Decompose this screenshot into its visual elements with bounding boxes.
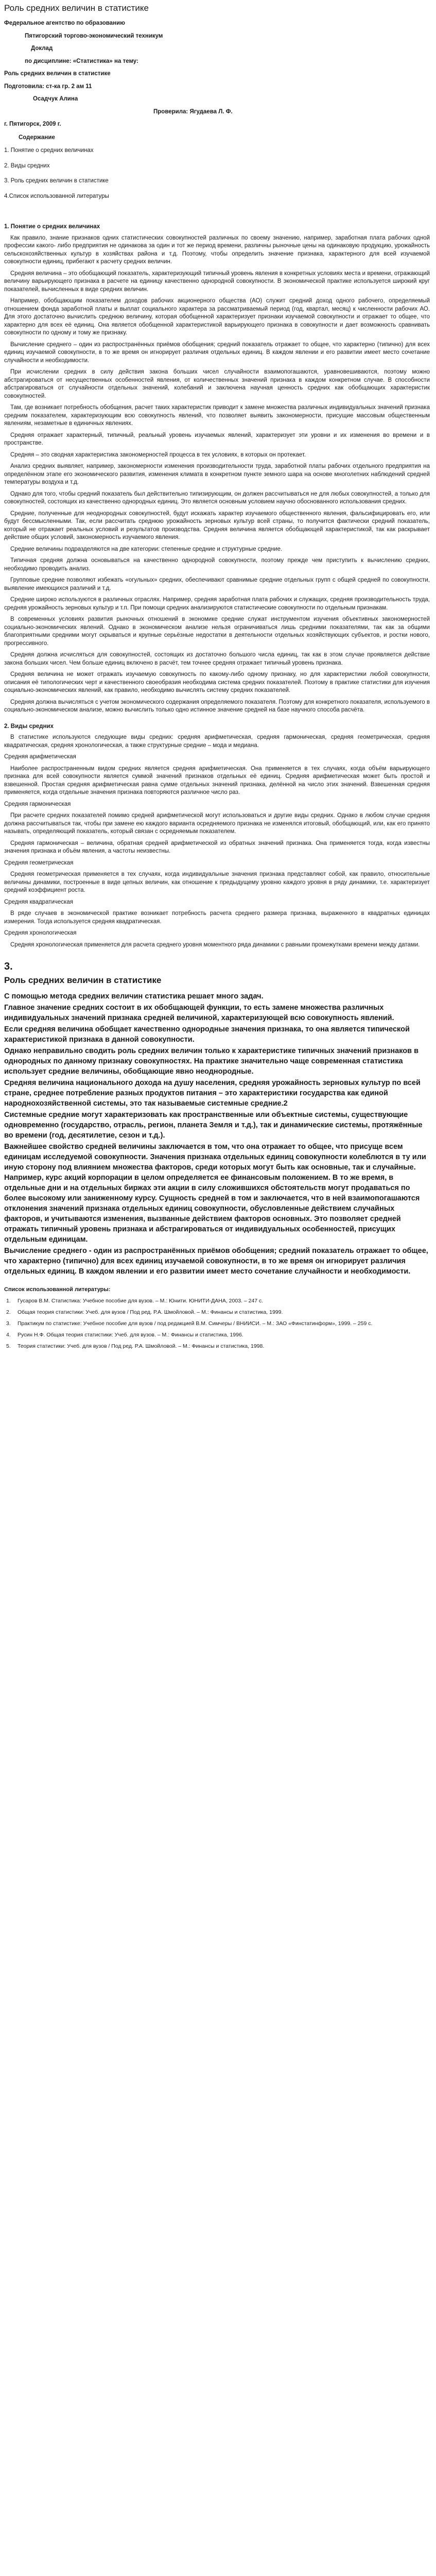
spacer [4,208,430,215]
literature-list [4,1286,430,1350]
toc-item: 3. Роль средних величин в статистике [4,178,109,184]
literature-item-text: Практикум по статистике: Учебное пособие для вузов / под редакцией В.М. Симчеры / ВНИИСИ. – М.: ЗАО «Финстатинформ», 1999. – 259 с. [18,1320,373,1327]
literature-item [4,1320,430,1327]
literature-item [4,1297,430,1304]
table-of-contents [4,134,430,201]
literature-item-number: 3. [6,1320,11,1327]
subheading: Средняя геометрическая [4,859,74,866]
literature-item-text: Гусаров В.М. Статистика: Учебное пособие для вузов. – М.: Юнити. ЮНИТИ-ДАНА, 2003. – 247 с. [18,1297,264,1304]
paragraph: Анализ средних выявляет, например, закономерности изменения производительности труда, заработной платы рабочих отдельного предприятия на определённом этапе его экономического развития, изменения климата в конкретном пункте земного шара на основе многолетних наблюдений средней температуры воздуха и т.д. [4,463,430,485]
literature-item [4,1309,430,1316]
literature-item-text: Общая теория статистики: Учеб. для вузов / Под ред. Р.А. Шмойловой. – М.: Финансы и статистика, 1999. [18,1309,283,1315]
literature-item-number: 5. [6,1343,11,1349]
section-heading: 2. Виды средних [4,723,54,730]
section-concept [4,223,430,715]
toc-item: 1. Понятие о средних величинах [4,147,94,154]
paragraph: При расчете средних показателей помимо средней арифметической могут использоваться и другие виды средних. Однако в любом случае средняя должна рассчитываться так, чтобы при замене ею каждого варианта осредняемого признака не изменялся итоговый, обобщающий, или, как его принято называть, определяющий показатель, который связан с осредняемым показателем. [4,812,430,835]
chapter-paragraph: Важнейшее свойство средней величины заключается в том, что она отражает то общее, что присуще всем единицам исследуемой совокупности. Значения признака отдельных единиц совокупности колеблются в ту или иную сторону под влиянием множества факторов, среди которых могут быть как основные, так и случайные. Например, курс акций корпорации в целом определяется ее финансовым положением. В то же время, в отдельные дни и на отдельных биржах эти акции в силу сложившихся обстоятельств могут продаваться по более высокому или заниженному курсу. Сущность средней в том и заключается, что в ней взаимопогашаются отклонения значений признака отдельных единиц совокупности, обусловленные действием случайных факторов, и учитываются изменения, вызванные действием факторов основных. Это позволяет средней отражать типичный уровень признака и абстрагироваться от индивидуальных особенностей, присущих отдельным единицам. [4,1143,426,1244]
literature-item [4,1343,430,1350]
doc-type-line: Доклад [31,45,53,52]
paragraph: Средняя должна исчисляться для совокупностей, состоящих из достаточно большого числа единиц, так как в этом случае проявляется действие закона больших чисел. Чем больше единиц включено в расчёт, тем точнее средняя отражает типичный уровень признака. [4,652,430,666]
agency-line: Федеральное агентство по образованию [4,20,125,26]
literature-heading: Список использованной литературы: [4,1286,111,1293]
paragraph: Как правило, знание признаков одних статистических совокупностей различных по своему значению, например, заработная плата рабочих одной профессии какого- либо предприятия не одинакова за один и тот же период времени, различны рыночные цены на одинаковую продукцию, урожайность сельскохозяйственных культур в хозяйствах района и т.д. Поэтому, чтобы определить значение признака, характерного для всей изучаемой совокупности единиц, прибегают к расчету средних величин. [4,234,430,265]
city-line: г. Пятигорск, 2009 г. [4,121,61,127]
discipline-line: по дисциплине: «Статистика» на тему: [25,58,138,64]
paragraph: В современных условиях развития рыночных отношений в экономике средние служат инструментом изучения объективных закономерностей социально-экономических явлений. Однако в экономическом анализе нельзя ограничиваться лишь средними показателями, так как за общими благоприятными средними могут скрываться и крупные серьёзные недостатки в деятельности отдельных хозяйствующих субъектов, и ростки нового, прогрессивного. [4,616,430,647]
section-types [4,723,430,950]
literature-item-number: 4. [6,1331,11,1338]
chapter-number: 3. [4,961,13,972]
toc-heading: Содержание [19,134,55,141]
chapter-title: Роль средних величин в статистике [4,975,162,985]
section-role [4,960,430,1277]
literature-item-text: Теория статистики: Учеб. для вузов / Под ред. Р.А. Шмойловой. – М.: Финансы и статистика, 1998. [18,1343,265,1349]
paragraph: Однако для того, чтобы средний показатель был действительно типизирующим, он должен рассчитываться не для любых совокупностей, а только для совокупностей, состоящих из качественно однородных единиц. Это является основным условием научно обоснованного использования средних. [4,490,430,505]
literature-item-number: 1. [6,1297,11,1304]
paragraph: Средние, полученные для неоднородных совокупностей, будут искажать характер изучаемого общественного явления, фальсифицировать его, или будут бессмысленными. Так, если рассчитать среднюю урожайность зерновых культур всей страны, то получится фактически средний показатель, который не отражает реальных условий и результатов производства. Средняя величина является обобщающей характеристикой, так как раскрывает действие общих условий, закономерность изучаемого явления. [4,510,430,540]
paragraph: При исчислении средних в силу действия закона больших чисел случайности взаимопогашаются, уравновешиваются, поэтому можно абстрагироваться от несущественных особенностей явления, от количественных значений признака в каждом конкретном случае. В способности абстрагироваться от случайности отдельных значений, колебаний и заключена научная ценность средних как обобщающих характеристик совокупностей. [4,369,430,399]
student-name: Осадчук Алина [33,96,78,102]
subheading: Средняя арифметическая [4,754,76,760]
paragraph: Средняя хронологическая применяется для расчета среднего уровня моментного ряда динамики с равными промежутками времени между датами. [10,941,420,948]
chapter-paragraph: Системные средние могут характеризовать как пространственные или объектные системы, существующие одновременно (государство, отрасль, регион, планета Земля и т.д.), так и динамические системы, протяжённые во времени (год, десятилетие, сезон и т.д.). [4,1111,423,1140]
paragraph: В статистике используются следующие виды средних: средняя арифметическая, средняя гармоническая, средняя геометрическая, средняя квадратическая, средняя хронологическая, а также структурные средние – мода и медиана. [4,734,430,749]
paragraph: Средняя геометрическая применяется в тех случаях, когда индивидуальные значения признака представляют собой, как правило, относительные величины динамики, построенные в виде цепных величин, как отношение к предыдущему уровню каждого уровня в ряду динамики, т.е. характеризует средний коэффициент роста. [4,871,430,893]
paragraph: Средняя гармоническая – величина, обратная средней арифметической из обратных значений признака. Она применяется тогда, когда известны значения признака и объём явления, а частоты неизвестны. [4,840,430,854]
chapter-paragraph: Главное значение средних состоит в их обобщающей функции, то есть замене множества различных индивидуальных значений признака средней величиной, характеризующей всю совокупность явлений. [4,1004,394,1022]
prepared-line: Подготовила: ст-ка гр. 2 ам 11 [4,83,92,90]
chapter-paragraph: Средняя величина национального дохода на душу населения, средняя урожайность зерновых культур по всей стране, среднее потребление разных продуктов питания – это характеристики государства как единой народнохозяйственной системы, это так называемые системные средние.2 [4,1079,421,1108]
paragraph: Средняя должна вычисляться с учетом экономического содержания определяемого показателя. Поэтому для конкретного показателя, используемого в социально-экономическом анализе, можно вычислить только одно истинное значение средней на базе научного способа расчёта. [4,699,430,713]
paragraph: Например, обобщающим показателем доходов рабочих акционерного общества (АО) служит средний доход одного рабочего, определяемый отношением фонда заработной платы и выплат социального характера за рассматриваемый период (год, квартал, месяц) к численности рабочих АО. Для этого достаточно вычислить среднюю величину, которая обобщенной характеризует признаки изучаемой совокупности и отражает то общее, что характерно для всех её единиц. Она является обобщенной характеристикой варьирующего признака в совокупности и дает возможность сравнивать совокупности по одному и тому же признаку. [4,298,430,336]
chapter-paragraph: С помощью метода средних величин статистика решает много задач. [4,992,264,1001]
literature-item-number: 2. [6,1309,11,1315]
topic-line: Роль средних величин в статистике [4,71,111,77]
title-page-block [4,20,430,129]
paragraph: Средние величины подразделяются на две категории: степенные средние и структурные средние. [10,546,283,552]
chapter-paragraph: Вычисление среднего - один из распространённых приёмов обобщения; средний показатель отражает то общее, что характерно (типично) для всех единиц изучаемой совокупности, в то же время он игнорирует различия отдельных единиц. В каждом явлении и его развитии имеет место сочетание случайности и необходимости. [4,1247,428,1276]
paragraph: Средняя величина – это обобщающий показатель, характеризующий типичный уровень явления в конкретных условиях места и времени, отражающий величину варьирующего признака в расчете на единицу качественно однородной совокупности. В экономической практике используется широкий круг показателей, вычисленных в виде средних величин. [4,270,430,293]
paragraph: Наиболее распространенным видом средних является средняя арифметическая. Она применяется в тех случаях, когда объём варьирующего признака для всей совокупности является суммой значений признаков отдельных её единиц. Средняя арифметическая может быть простой и взвешенной. Простая средняя арифметическая равна сумме отдельных значений признака, делённой на число этих значений. Взвешенная средняя применяется, когда отдельные значения признака повторяются различное число раз. [4,765,430,795]
paragraph: Там, где возникает потребность обобщения, расчет таких характеристик приводит к замене множества различных индивидуальных значений признака средним показателем, характеризующим всю совокупность явлений, что позволяет выявить закономерности, присущие массовым общественным явлениям, незаметные в единичных явлениях. [4,404,430,427]
paragraph: Групповые средние позволяют избежать «огульных» средних, обеспечивают сравнимые средние отдельных групп с общей средней по совокупности, выявление имеющихся различий и т.д. [4,577,430,591]
toc-item: 2. Виды средних [4,162,50,169]
literature-item [4,1331,430,1338]
paragraph: Типичная средняя должна основываться на качественно однородной совокупности, поэтому прежде чем приступить к вычислению средних, необходимо проводить анализ. [4,557,430,572]
paragraph: Средние широко используются в различных отраслях. Например, средняя заработная плата рабочих и служащих, средняя производительность труда, средняя урожайность зерновых культур и т.п. При помощи средних анализируются статистические совокупности по отдельным признакам. [4,597,430,611]
chapter-paragraph: Однако неправильно сводить роль средних величин только к характеристике типичных значений признаков в однородных по данному признаку совокупностях. На практике значительно чаще современная статистика использует средние величины, обобщающие явно неоднородные. [4,1047,418,1076]
paragraph: Средняя отражает характерный, типичный, реальный уровень изучаемых явлений, характеризует эти уровни и их изменения во времени и в пространстве. [4,432,430,446]
document-title: Роль средних величин в статистике [4,3,149,13]
paragraph: Средняя – это сводная характеристика закономерностей процесса в тех условиях, в которых он протекает. [10,451,306,458]
subheading: Средняя хронологическая [4,930,77,936]
checked-line: Проверила: Ягудаева Л. Ф. [153,108,233,115]
subheading: Средняя гармоническая [4,801,71,807]
paragraph: В ряде случаев в экономической практике возникает потребность расчета среднего размера признака, выраженного в квадратных единицах измерения. Тогда используется средняя квадратическая. [4,910,430,925]
subheading: Средняя квадратическая [4,899,73,905]
section-heading: 1. Понятие о средних величинах [4,224,100,230]
literature-item-text: Русин Н.Ф. Общая теория статистики: Учеб. для вузов. – М.: Финансы и статистика, 1996. [18,1331,243,1338]
paragraph: Средняя величина не может отражать изучаемую совокупность по какому-либо одному признаку, но для характеристики любой совокупности, описания её типологических черт и качественного своеобразия необходима система средних показателей. Поэтому в практике статистики для изучения социально-экономических явлений, как правило, необходимо вычислять систему средних показателей. [4,671,430,693]
chapter-paragraph: Если средняя величина обобщает качественно однородные значения признака, то она является типической характеристикой признака в данной совокупности. [4,1025,410,1044]
toc-item: 4.Список использованной литературы [4,193,109,199]
paragraph: Вычисление среднего – один из распространённых приёмов обобщения; средний показатель отражает то общее, что характерно (типично) для всех единиц изучаемой совокупности, в то же время он игнорирует различия отдельных единиц. В каждом явлении и его развитии имеет место сочетание случайности и необходимости. [4,341,430,364]
institute-line: Пятигорский торгово-экономический техникум [25,32,163,39]
